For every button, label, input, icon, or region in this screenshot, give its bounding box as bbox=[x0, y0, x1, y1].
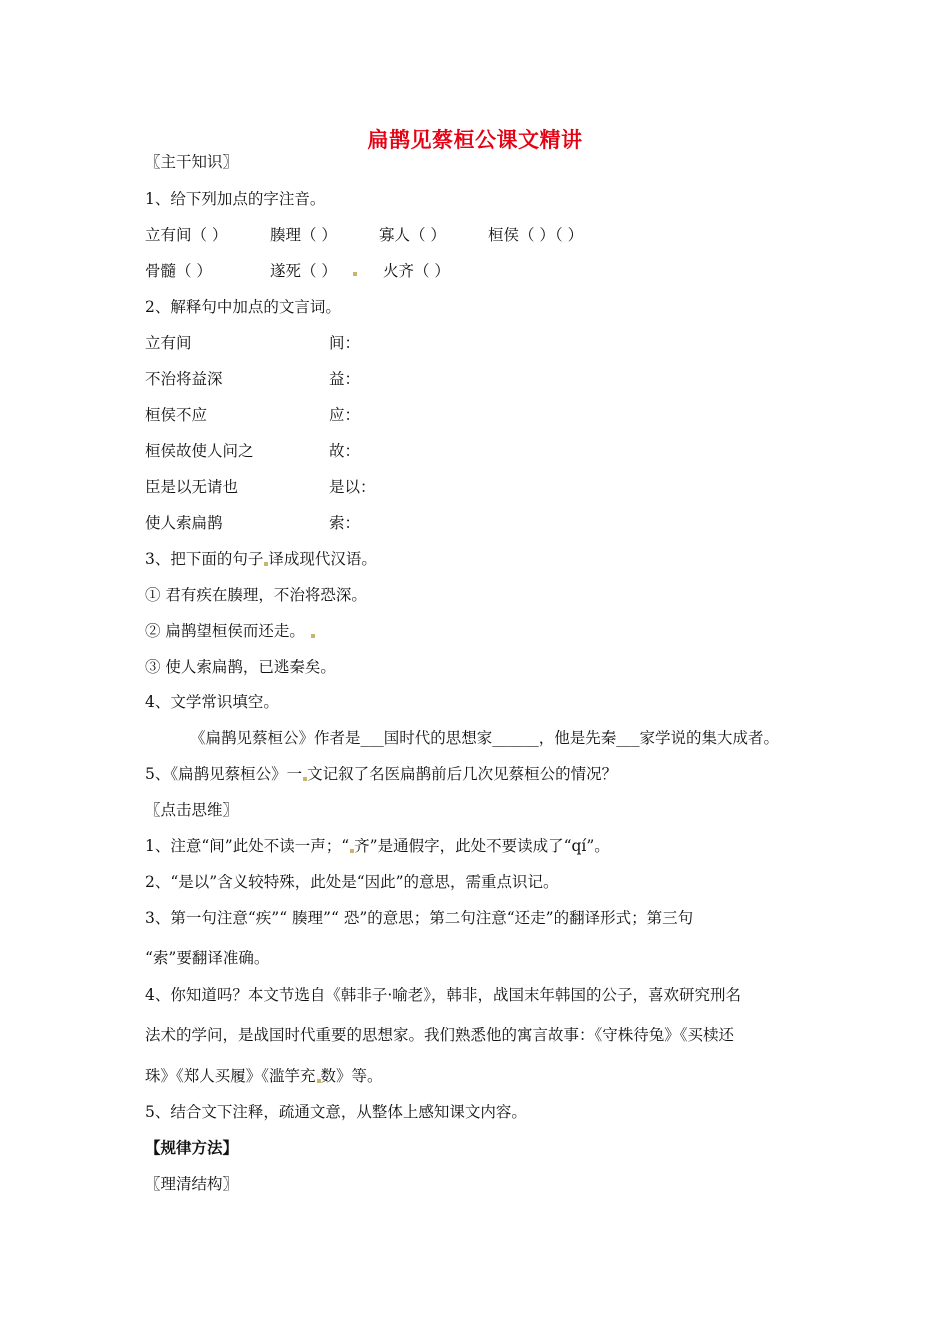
word-item: 间： bbox=[329, 334, 361, 352]
tip-4-line-1: 4、你知道吗？本文节选自《韩非子·喻老》，韩非，战国末年韩国的公子，喜欢研究刑名 bbox=[145, 986, 742, 1004]
word-item: 索： bbox=[329, 514, 361, 532]
word-item: 是以： bbox=[329, 478, 376, 496]
phrase-item: 不治将益深 bbox=[145, 370, 223, 388]
word-item: 故： bbox=[329, 442, 361, 460]
tip-5: 5、结合文下注释，疏通文意，从整体上感知课文内容。 bbox=[145, 1103, 527, 1121]
document-title: 扁鹊见蔡桓公课文精讲 bbox=[367, 128, 583, 152]
phrase-item: 桓侯不应 bbox=[145, 406, 208, 424]
section-heading-main-knowledge: 〖主干知识〗 bbox=[145, 153, 239, 171]
phrase-item: 桓侯故使人问之 bbox=[145, 442, 254, 460]
phrase-item: 立有间 bbox=[145, 334, 192, 352]
phrase-item: 使人索扁鹊 bbox=[145, 514, 223, 532]
phrase-item: 臣是以无请也 bbox=[145, 478, 239, 496]
pinyin-item: 遂死（ ） bbox=[270, 262, 337, 280]
tip-1: 1、注意“间”此处不读一声；“ 齐”是通假字，此处不要读成了“qí”。 bbox=[145, 837, 610, 855]
word-item: 益： bbox=[329, 370, 361, 388]
pinyin-item: 立有间（ ） bbox=[145, 226, 228, 244]
translation-item: ① 君有疾在腠理，不治将恐深。 bbox=[145, 586, 367, 604]
question-2-title: 2、解释句中加点的文言词。 bbox=[145, 298, 341, 316]
section-heading-structure: 〖理清结构〗 bbox=[145, 1175, 239, 1193]
translation-item: ② 扁鹊望桓侯而还走。 bbox=[145, 621, 315, 641]
section-heading-methods: 【规律方法】 bbox=[145, 1138, 239, 1157]
question-4-title: 4、文学常识填空。 bbox=[145, 693, 279, 711]
pinyin-item: 寡人（ ） bbox=[379, 226, 446, 244]
pinyin-item: 骨髓（ ） bbox=[145, 262, 212, 280]
translation-item: ③ 使人索扁鹊，已逃秦矣。 bbox=[145, 658, 336, 676]
pinyin-item: 桓侯（ ）（ ） bbox=[488, 226, 584, 244]
stray-mark bbox=[311, 634, 315, 638]
stray-mark bbox=[353, 272, 357, 276]
pinyin-item: 火齐（ ） bbox=[383, 262, 450, 280]
question-3-title: 3、把下面的句子 译成现代汉语。 bbox=[145, 550, 377, 568]
pinyin-item: 腠理（ ） bbox=[270, 226, 337, 244]
question-5-text: 5、《扁鹊见蔡桓公》一 文记叙了名医扁鹊前后几次见蔡桓公的情况？ bbox=[145, 765, 618, 783]
section-heading-thinking: 〖点击思维〗 bbox=[145, 801, 239, 819]
tip-2: 2、“是以”含义较特殊，此处是“因此”的意思，需重点识记。 bbox=[145, 873, 559, 891]
tip-3-line-1: 3、第一句注意“疾”“ 腠理”“ 恐”的意思；第二句注意“还走”的翻译形式；第三句 bbox=[145, 909, 694, 927]
question-1-title: 1、给下列加点的字注音。 bbox=[145, 190, 326, 208]
question-4-text: 《扁鹊见蔡桓公》作者是___国时代的思想家______，他是先秦___家学说的集大成者。 bbox=[190, 729, 780, 747]
tip-4-line-3: 珠》《郑人买履》《滥竽充 数》等。 bbox=[145, 1067, 383, 1085]
tip-3-line-2: “索”要翻译准确。 bbox=[145, 949, 270, 967]
word-item: 应： bbox=[329, 406, 361, 424]
tip-4-line-2: 法术的学问，是战国时代重要的思想家。我们熟悉他的寓言故事：《守株待兔》《买椟还 bbox=[145, 1026, 735, 1044]
